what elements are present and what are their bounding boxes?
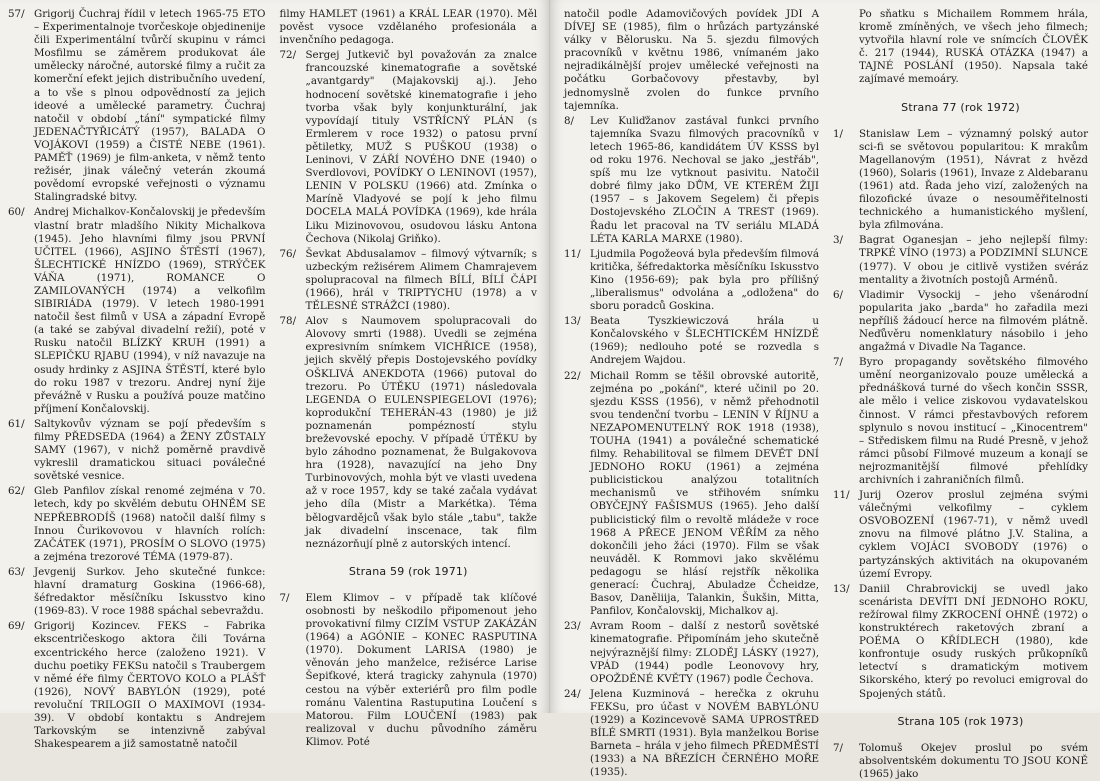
footnote-text: Grigorij Čuchraj řídil v letech 1965-75 ETO – Experimentalnoje tvorčeskoje objedinenije čili Experimentální tvůrčí skupinu v rámci Mosfilmu se záměrem produkovat ále uměleckу náročné, autorské filmy a ručit za komerční efekt jejich distribučního uvedení, a to vše s plnou odpovědností za jejich ideové a umělecké parametry. Čuchraj natočil v období „tání" sympatické filmy JEDENAČTYŘICÁTÝ (1957), BALADA O VOJÁKOVI (1959) a ČISTÉ NEBE (1961). PAMĚŤ (1969) je film-anketa, v němž tento režisér, jinak válečný veterán zkoumá povědomí evropské veřejnosti o významu Stalingradské bitvy.	[34, 8, 266, 204]
column-4	[833, 8, 1088, 780]
footnote-text: Saltykovův význam se pojí především s filmy PŘEDSEDA (1964) a ŽENY ZŮSTALY SAMY (1967), v nichž poměrně pravdivě vykreslil dramatickou situaci poválečné sovětské vesnice.	[34, 417, 266, 483]
footnote-text: Ševkat Abdusalamov – filmový výtvarník; s uzbeckým režisérem Alimem Chamrajevem spolupracoval na filmech BÍLÍ, BÍLÍ ČÁPI (1966), hrál v TRIPTYCHU (1978) a v TĚLESNÉ STRÁŽCI (1980).	[305, 247, 537, 313]
footnote-text: Sergej Jutkevič byl považován za znalce francouzské kinematografie a sovětské „avantgardy" (Majakovskij aj.). Jeho hodnocení sovětské kinematografie i jeho tvorba však byly konjunkturální, jak vypovídají tituly VSTŘÍCNÝ PLÁN (s Ermlerem v roce 1932) o patosu první pětiletky, MUŽ S PUŠKOU (1938) o Leninovi, V ZÁŘÍ NOVÉHO DNE (1940) o Sverdlovovi, POVÍDKY O LENINOVI (1957), LENIN V POLSKU (1966) atd. Zmínka o Maríně Vladyové se pojí k jeho filmu DOCELA MALÁ POVÍDKA (1969), kde hrála Liku Mizinovovou, osudovou lásku Antona Čechova (Nikolaj Griňko).	[305, 49, 537, 245]
footnote-text: Jurij Ozerov proslul zejména svými válečnými velkofilmy – cyklem OSVOBOZENÍ (1967-71), v němž uvedl znovu na filmové plátno J.V. Stalina, a cyklem VOJÁCI SVOBODY (1976) o partyzánských aktivitách na okupovaném území Evropy.	[859, 489, 1088, 580]
footnote-number: 69/	[8, 620, 25, 633]
footnote-number: 63/	[8, 565, 25, 578]
footnote-entry	[564, 315, 819, 367]
footnote-entry	[280, 248, 538, 313]
footnote-entry	[8, 620, 266, 751]
footnote-entry	[8, 566, 266, 618]
footnote-text: Byro propagandy sovětského filmového umění neorganizovalo pouze umělecká a přednášková turné do všech končin SSSR, ale mělo i velice ziskovou vydavatelskou činnost. V rámci přestavbových reforem splynulo s novou institucí – „Kinocentrem" – Střediskem filmu na Rudé Presně, v jehož rámci působí Filmové muzeum a konají se nejrozmanitější filmové přehlídky archivních i zahraničních filmů.	[859, 356, 1088, 486]
footnote-entry	[8, 418, 266, 483]
footnote-number: 3/	[833, 234, 844, 247]
footnote-number: 76/	[279, 247, 297, 260]
footnote-number: 1/	[833, 127, 844, 140]
footnote-number: 72/	[279, 49, 297, 62]
footnote-entry	[8, 8, 266, 204]
footnote-text: Bagrat Oganesjan – jeho nejlepší filmy: TRPKÉ VÍNO (1973) a PODZIMNÍ SLUNCE (1977). V obou je citlivě vystižen svéráz mentality a životních postojů Arménů.	[859, 234, 1088, 286]
footnote-entry	[280, 592, 538, 749]
footnote-list	[564, 115, 819, 780]
footnote-text: Jelena Kuzminová – herečka z okruhu FEKSu, pro účast v NOVÉM BABYLÓNU (1929) a Kozincevově SAMA UPROSTŘED BÍLÉ SMRTI (1931). Byla manželkou Borise Barneta – hrála v jeho filmech PŘEDMĚSTÍ (1933) a NA BŘEZÍCH ČERNÉHO MOŘE (1935).	[590, 687, 819, 779]
footnote-list	[280, 592, 538, 749]
footnote-text: Beata Tyszkiewiczová hrála u Končalovského v ŠLECHTICKÉM HNÍZDĚ (1969); nedlouho poté se rozvedla s Andrejem Wajdou.	[590, 315, 819, 367]
footnote-text: Tolomuš Okejev proslul po svém absolventském dokumentu TO JSOU KONĚ (1965) jako	[859, 741, 1088, 780]
footnote-entry	[833, 489, 1088, 581]
footnote-list	[833, 742, 1088, 781]
section-heading: Strana 105 (rok 1973)	[897, 714, 1024, 728]
column-3	[564, 8, 819, 779]
footnote-entry	[833, 742, 1088, 781]
footnote-number: 11/	[564, 247, 581, 260]
footnote-text: Lev Kuliďžanov zastával funkci prvního tajemníka Svazu filmových pracovníků v letech 1965-86, kandidátem ÚV KSSS byl od roku 1976. Nechoval se jako „jestřáb", spíš mu lze vytknout pasivitu. Natočil dobré filmy jako DŮM, VE KTERÉM ŽIJI (1957 – s Jakovem Segelem) či přepis Dostojevského ZLOČIN A TREST (1969). Řadu let pracoval na TV seriálu MLADÁ LÉTA KARLA MARXE (1980).	[590, 114, 819, 245]
footnote-entry	[564, 370, 819, 619]
footnote-text: Jevgenij Surkov. Jeho skutečné funkce: hlavní dramaturg Goskina (1966-68), šéfredaktor měsíčníku Iskusstvo kino (1969-83). V roce 1988 spáchal sebevraždu.	[34, 565, 266, 618]
footnote-text: Ljudmila Pogožeová byla především filmová kritička, šéfredaktorka měsíčníku Iskusstvo Kino (1956-69); pak byla pro přílišný „liberalismus" odvolána a „odložena" do sboru poradců Goskina.	[590, 247, 819, 313]
footnote-entry	[564, 248, 819, 313]
footnote-number: 6/	[833, 288, 844, 301]
footnote-list	[833, 128, 1088, 701]
footnote-text: Grigorij Kozincev. FEKS – Fabrika ekscentričeskogo aktora čili Továrna excentrického herce (založeno 1921). V duchu poetiky FEKSu natočil s Traubergem v němé éře filmy ČERTOVO KOLO a PLÁŠŤ (1926), NOVÝ BABYLÓN (1929), poté revoluční TRILOGII O MAXIMOVI (1934-39). V období kontaktu s Andrejem Tarkovským se intenzivně zabýval Shakespearem a již samostatně natočil	[34, 620, 266, 751]
footnote-number: 22/	[564, 369, 581, 382]
footnote-text: Michail Romm se těšil obrovské autoritě, zejména po „pokání", které učinil po 20. sjezdu KSSS (1956), v němž přehodnotil svou tendenční tvorbu – LENIN V ŘÍJNU a NEZAPOMENUTELNÝ ROK 1918 (1938), TOUHA (1941) a poválečné schematické filmy. Rehabilitoval se filmem DEVĚT DNÍ JEDNOHO ROKU (1961) a zejména publicistickou analýzou totalitních mechanismů ve střihovém snímku OBYČEJNÝ FAŠISMUS (1965). Jeho další publicistický film o revoltě mládeže v roce 1968 A PŘECE JENOM VĚŘÍM za něho dokončili jeho žáci (1970). Film se však neuváděl. K Rommovi jako skvělému pedagogu se hlásí rejstřík několika generací: Čuchraj, Abuladze Čcheidze, Basov, Daněliija, Talankin, Šukšin, Mitta, Panfilov, Končalovskij, Michalkov aj.	[590, 369, 819, 618]
footnote-entry	[833, 289, 1088, 354]
footnote-text: Avram Room – další z nestorů sovětské kinematografie. Připomínám jeho skutečně nejvýraznější filmy: ZLODĚJ LÁSKY (1927), VPÁD (1944) podle Leonovovy hry, OPOŽDĚNÉ KVĚTY (1967) podle Čechova.	[590, 620, 819, 685]
footnote-number: 57/	[8, 8, 25, 20]
footnote-text: Daniil Chrabrovickij se uvedl jako scenárista DEVÍTI DNÍ JEDNOHO ROKU, režírowal filmy ZKROCENÍ OHNĚ (1972) o konstruktérech raketových zbraní a POÉMA O KŘÍDLECH (1980), kde konfrontuje osudy ruských průkopníků letectví s dramatickým motivem Sikorského, který po revoluci emigroval do Spojených států.	[859, 582, 1088, 700]
footnote-number: 23/	[564, 620, 581, 633]
footnote-text: Stanislaw Lem – významný polský autor sci-fi se světovou popularitou: K mrakům Magellanovým (1951), Návrat z hvězd (1960), Solaris (1961), Invaze z Aldebaranu (1961) atd. Řada jeho vizí, založených na filozofické úvaze o nesouměřitelnosti technického a humanistického myšlení, byla zfilmována.	[859, 127, 1088, 232]
footnote-entry	[564, 115, 819, 246]
continued-text: natočil podle Adamovičových povídek JDI A DÍVEJ SE (1985), film o hrůzách partyzánské války v Bělorusku. Na 5. sjezdu filmových pracovníků v květnu 1986, vnímaném jako nejradikálnější projev umělecké veřejnosti na počátku Gorbačovovy přestavby, byl jednomyslně zvolen do funkce prvního tajemníka.	[564, 8, 819, 112]
footnote-list	[280, 49, 538, 551]
right-page	[550, 0, 1100, 780]
left-page	[0, 0, 550, 751]
footnote-entry	[280, 49, 538, 245]
footnote-entry	[833, 356, 1088, 487]
footnote-number: 7/	[279, 591, 290, 604]
footnote-text: Gleb Panfilov získal renomé zejména v 70. letech, kdy po skvělém debutu OHNĚM SE NEPŘEBRODÍŠ (1968) natočil další filmy s Innou Čurikovovou v hlavních rolích: ZAČÁTEK (1971), PROSÍM O SLOVO (1975) a zejména trezorové TÉMA (1979-87).	[34, 485, 266, 563]
footnote-entry	[833, 583, 1088, 701]
continued-text: Po sňatku s Michailem Rommem hrála, kromě zmíněných, ve všech jeho filmech; vytvořila hlavní role ve snímcích ČLOVĚK č. 217 (1944), RUSKÁ OTÁZKA (1947) a TAJNÉ POSLÁNÍ (1950). Napsala také zajímavé memoáry.	[859, 8, 1088, 86]
footnote-entry	[564, 620, 819, 685]
footnote-entry	[833, 234, 1088, 286]
continued-text: filmy HAMLET (1961) a KRÁL LEAR (1970). Měl pověst vysoce vzdělaného profesionála a invenčního pedagoga.	[279, 8, 537, 47]
footnote-number: 7/	[833, 741, 844, 754]
section-heading: Strana 77 (rok 1972)	[901, 100, 1020, 114]
footnote-text: Alov s Naumovem spolupracovali do Alovovy smrti (1988). Uvedli se zejména expresivním snímkem VICHŘICE (1958), jejich skvělý přepis Dostojevského povídky OŠKLIVÁ ANEKDOTA (1966) putoval do trezoru. Po ÚTĚKU (1971) následovala LEGENDA O EULENSPIEGELOVI (1976); koprodukční TEHERÁN-43 (1980) je již poznamenán pompézností stylu breževovské epochy. V případě ÚTĚKU by bylo záhodno poznamenat, že Bulgakovova hra (1928), navazující na jeho Dny Turbinovových, mohla být ve vlasti uvedena až v roce 1957, kdy se také začala vydávat jeho díla (Mistr a Markétka). Téma bělogvardějců však bylo stále „tabu", takže jak divadelní inscenace, tak film neznázorňují plně z autorských intencí.	[305, 315, 537, 550]
footnote-entry	[564, 688, 819, 780]
footnote-number: 60/	[8, 206, 25, 219]
footnote-number: 11/	[833, 489, 850, 502]
footnote-number: 8/	[564, 114, 575, 127]
footnote-text: Vladimir Vysockij – jeho všenárodní popularita jako „barda" ho zařadila mezi nepříliš žádoucí herce na filmovém plátně. Neďůvěru nomenklatury násobilo i jeho angažmá v Divadle Na Tagance.	[859, 288, 1088, 354]
footnote-number: 24/	[564, 687, 581, 700]
column-2	[279, 8, 538, 748]
footnote-text: Andrej Michalkov-Končalovskij je především vlastní bratr mladšího Nikity Michalkova (1945). Jeho hlavními filmy jsou PRVNÍ UČITEL (1966), ASJINO ŠTĚSTÍ (1967), ŠLECHTICKÉ HNÍZDO (1969), STRÝČEK VÁŇA (1971), ROMANCE O ZAMILOVANÝCH (1974) a velkofilm SIBIRIÁDA (1979). V letech 1980-1991 natočil šest filmů v USA a západní Evropě (a také se zabýval divadelní režií), poté v Rusku natočil BLÍZKÝ KRUH (1991) a SLEPIČKU RJABU (1994), v níž navazuje na osudy hrdinky z ASJINA ŠTĚSTÍ, které bylo do roku 1987 v trezoru. Andrej nyní žije převážně v Rusku a používá pouze matčino příjmení Končalovskij.	[34, 206, 266, 415]
footnote-number: 61/	[8, 417, 25, 430]
footnote-entry	[833, 128, 1088, 233]
footnote-entry	[8, 485, 266, 564]
footnote-entry	[280, 315, 538, 551]
footnote-entry	[8, 206, 266, 416]
footnote-number: 7/	[833, 356, 844, 369]
footnote-number: 13/	[564, 315, 581, 328]
column-1	[8, 8, 266, 751]
footnote-number: 62/	[8, 485, 25, 498]
footnote-number: 78/	[279, 315, 297, 328]
section-heading: Strana 59 (rok 1971)	[348, 564, 468, 578]
footnote-number: 13/	[833, 582, 850, 595]
footnote-text: Elem Klimov – v případě tak klíčové osobnosti by neškodilo připomenout jeho provokativní filmy CIZÍM VSTUP ZAKÁZÁN (1964) a AGÓNIE – KONEC RASPUTINA (1970). Dokument LARISA (1980) je věnován jeho manželce, režisérce Larise Šepiťkové, která tragicky zahynula (1970) cestou na výběr exteriérů pro film podle románu Valentina Rastuputina Loučení s Matorou. Film LOUČENÍ (1983) pak realizoval v duchu původního záměru Klimov. Poté	[305, 591, 537, 748]
